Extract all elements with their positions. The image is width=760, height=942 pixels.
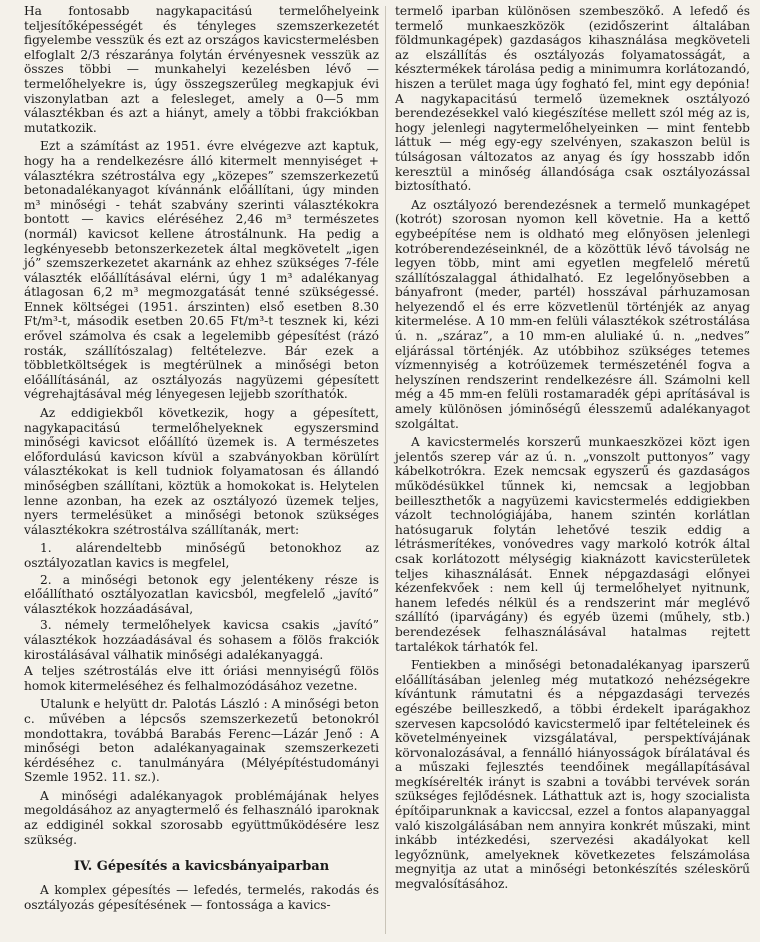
paragraph: A kavicstermelés korszerű munkaeszközei közt igen jelentős szerep vár az ú. n. „vonszolt puttonyos” vagy kábelkotrókra. Ezek nemcsak egyszerű és gazdaságos működésükkel tűnnek ki, nemcsak a legjobban beilleszthetők a nagyüzemi kavicstermelés eddigiekben vázolt technológiájába, hanem szintén korlátlan hatósugaruk folytán lehetővé teszik eddig a létrásmerítékes, vonóvedres vagy markoló kotrók által csak korlátozott mélységig kiaknázott kavicsterületek teljes kihasználását. Ennek népgazdasági előnyei kézenfekvőek : nem kell új termelőhelyet nyitnunk, hanem lefedés nélkül és a rendszerint már meglévő szállító (iparvágány) és egyéb üzemi (műhely, stb.) berendezések felhasználásával hatalmas rejtett tartalékok tárhatók fel. xyxy=(395,435,750,654)
paragraph: Ha fontosabb nagykapacitású termelőhelyeink teljesítőképességét és tényleges szemszerkezetét figyelembe vesszük és ezt az országos kavicstermelésben elfoglalt 2/3 részaránya folytán érvényesnek vesszük az összes többi — munkahelyi kezelésben lévő — termelőhelyekre is, úgy összegszerűleg megkapjuk évi viszonylatban azt a felesleget, amely a 0—5 mm választékban és azt a hiányt, amely a többi frakciókban mutatkozik. xyxy=(24,4,379,135)
text-column-right xyxy=(395,4,750,942)
section-heading: IV. Gépesítés a kavicsbányaiparban xyxy=(73,859,330,875)
paragraph: A komplex gépesítés — lefedés, termelés, rakodás és osztályozás gépesítésének — fontossága a kavics- xyxy=(24,883,379,912)
paragraph: Fentiekben a minőségi betonadalékanyag iparszerű előállításában jelenleg még mutatkozó nehézségekre kívántunk rámutatni és a népgazdasági tervezés egészébe beilleszkedő, a többi érdekelt iparágakhoz szervesen kapcsolódó kavicstermelő ipar feltételeinek és követelményeinek vizsgálatával, perspektívájának körvonalozásával, a fennálló hiányosságok bírálatával és a műszaki fejlesztés teendőinek megállapításával megkísérelték irányt is szabni a további tervévek során szükséges fejlődésnek. Láthattuk azt is, hogy szocialista építőiparunknak a kaviccsal, ezzel a fontos alapanyaggal való kiszolgálásában nem annyira konkrét műszaki, mint inkább intézkedési, szervezési akadályokat kell legyőznünk, amelyeknek következetes felszámolása megnyitja az utat a minőségi betonkészítés széleskörű megvalósításához. xyxy=(395,658,750,892)
paragraph: Utalunk e helyütt dr. Palotás László : A minőségi beton c. művében a lépcsős szemszerkezetű betonokról mondottakra, továbbá Barabás Ferenc—Lázár Jenő : A minőségi beton adalékanyagainak szemszerkezeti kérdéséhez c. tanulmányára (Mélyépítéstudományi Szemle 1952. 11. sz.). xyxy=(24,697,379,785)
paragraph: termelő iparban különösen szembeszökő. A lefedő és termelő munkaeszközök (ezidőszerint általában földmunkagépek) gazdaságos kihasználása megköveteli az elszállítás és osztályozás folyamatosságát, a késztermékek tárolása pedig a minimumra korlátozandó, hiszen a terület maga úgy fogható fel, mint egy depónia! A nagykapacitású termelő üzemeknek osztályozó berendezésekkel való kiegészítése mellett szól még az is, hogy jelenlegi nagytermelőhelyeinken — mint fentebb láttuk — még egy-egy szelvényen, szakaszon belül is túlságosan változatos az anyag és így hosszabb időn keresztül a minőség állandósága csak osztályozással biztosítható. xyxy=(395,4,750,194)
paragraph: 1. alárendeltebb minőségű betonokhoz az osztályozatlan kavics is megfelel, xyxy=(24,541,379,570)
paragraph: 3. némely termelőhelyek kavicsa csakis „javító” választékok hozzáadásával és sohasem a fölös frakciók kirostálásával válhatik minőségi adalékanyaggá. xyxy=(24,618,379,662)
paragraph: A minőségi adalékanyagok problémájának helyes megoldásához az anyagtermelő és felhasználó iparoknak az eddiginél sokkal szorosabb együttműködésére lesz szükség. xyxy=(24,788,379,847)
paragraph: Az eddigiekből következik, hogy a gépesített, nagykapacitású termelőhelyeknek egyszersmind minőségi kavicsot előállító üzemek is. A természetes előfordulású kavicson kívül a szabványokban körülírt választékokat is kell tudniok folyamatosan és állandó minőségben szállítani, köztük a homokokat is. Helytelen lenne azonban, ha ezek az osztályozó üzemek teljes, nyers termelésüket a minőségi betonok szükséges választékokra szétrostálva szállítanák, mert: xyxy=(24,406,379,537)
text-column-left xyxy=(24,4,379,942)
paragraph: A teljes szétrostálás elve itt óriási mennyiségű fölös homok kitermeléséhez és felhalmozódásához vezetne. xyxy=(24,664,379,693)
paragraph: Ezt a számítást az 1951. évre elvégezve azt kaptuk, hogy ha a rendelkezésre álló kitermelt mennyiséget + választékra szétrostálva egy „közepes” szemszerkezetű betonadalékanyagot kívánnánk előállítani, úgy minden m³ minőségi - tehát szabvány szerinti választékokra bontott — kavics eléréséhez 2,46 m³ természetes (normál) kavicsot kellene átrostálnunk. Ha pedig a legkényesebb betonszerkezetek által megkövetelt „igen jó” szemszerkezetet akarnánk az ehhez szükséges 7-féle választék előállításával elérni, úgy 1 m³ adalékanyag átlagosan 6,2 m³ megmozgatását tenné szükségessé. Ennek költségei (1951. árszinten) első esetben 8.30 Ft/m³-t, második esetben 20.65 Ft/m³-t tesznek ki, kézi erővel számolva és csak a legelemibb gépesítést (rázó rosták, szállítószalag) feltételezve. Bár ezek a többletköltségek is megtérülnek a minőségi beton előállításánál, az osztályozás nagyüzemi gépesített végrehajtásával még lényegesen lejjebb szoríthatók. xyxy=(24,139,379,402)
paragraph: Az osztályozó berendezésnek a termelő munkagépet (kotrót) szorosan nyomon kell követnie. Ha a kettő egybeépítése nem is oldható meg előnyösen jelenlegi kotróberendezéseinknél, de a közöttük lévő távolság ne legyen több, mint ami egyetlen megfelelő méretű szállítószalaggal áthidalható. Ez legelőnyösebben a bányafront (meder, partél) hosszával párhuzamosan helyezendő el és erre közvetlenül történjék az anyag kitermelése. A 10 mm-en felüli választékok szétrostálása ú. n. „száraz”, a 10 mm-en aluliaké ú. n. „nedves” eljárással történjék. Az utóbbihoz szükséges tetemes vízmennyiség a kotróüzemek természeténél fogva a helyszínen rendszerint rendelkezésre áll. Számolni kell még a 45 mm-en felüli rostamaradék gépi aprításával is amely különösen jóminőségű élesszemű adalékanyagot szolgáltat. xyxy=(395,197,750,431)
paragraph: 2. a minőségi betonok egy jelentékeny része is előállítható osztályozatlan kavicsból, megfelelő „javító” választékok hozzáadásával, xyxy=(24,572,379,616)
column-divider xyxy=(385,6,386,934)
